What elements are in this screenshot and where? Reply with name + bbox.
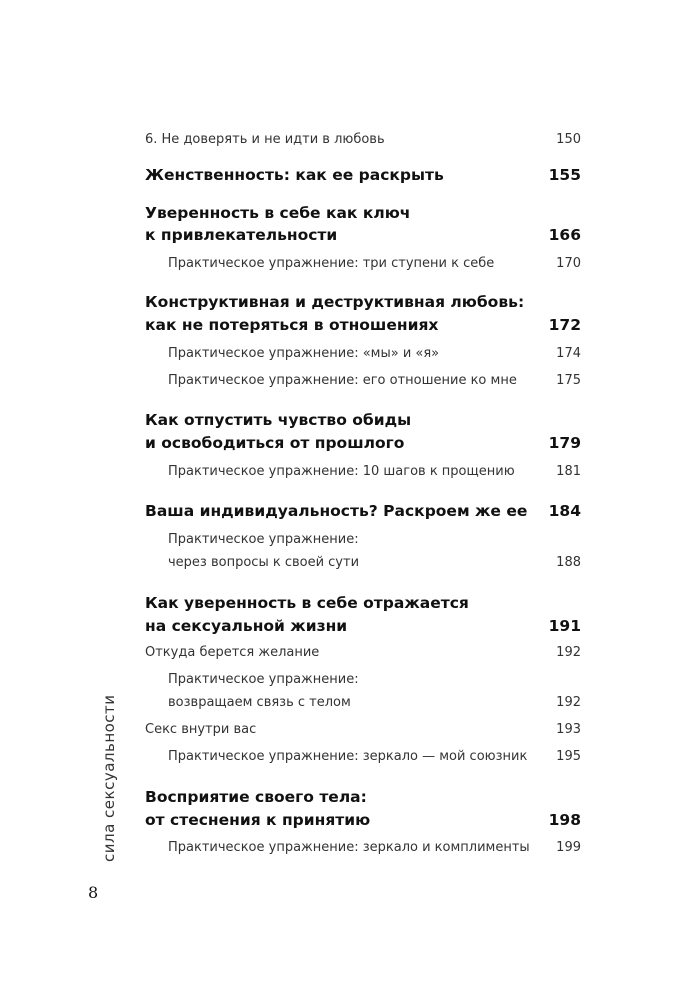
toc-entry-text: возвращаем связь с телом	[168, 695, 351, 710]
page-number: 8	[88, 883, 99, 902]
toc-entry-page: 174	[556, 346, 581, 361]
toc-entry-text: Практическое упражнение: зеркало — мой союзник	[168, 749, 528, 764]
toc-heading-page: 155	[548, 166, 581, 184]
toc-entry-text: 6. Не доверять и не идти в любовь	[145, 132, 385, 147]
toc-heading-text: и освободиться от прошлого	[145, 434, 405, 452]
toc-heading-page: 172	[548, 316, 581, 334]
toc-heading-page: 184	[548, 502, 581, 520]
toc-entry-page: 188	[556, 555, 581, 570]
toc-entry-page: 193	[556, 722, 581, 737]
toc-heading-text: к привлекательности	[145, 226, 338, 244]
toc-entry-text: Практическое упражнение: три ступени к себе	[168, 256, 495, 271]
toc-heading-page: 198	[548, 811, 581, 829]
toc-heading-text: Конструктивная и деструктивная любовь:	[145, 293, 525, 311]
toc-heading-page: 166	[548, 226, 581, 244]
toc-heading-text: от стеснения к принятию	[145, 811, 371, 829]
toc-entry-page: 175	[556, 373, 581, 388]
toc-heading-text: Как отпустить чувство обиды	[145, 411, 412, 429]
toc-heading-text: на сексуальной жизни	[145, 617, 348, 635]
toc-heading-text: Ваша индивидуальность? Раскроем же ее	[145, 502, 528, 520]
toc-heading-page: 191	[548, 617, 581, 635]
toc-heading-text: Как уверенность в себе отражается	[145, 594, 469, 612]
toc-heading-page: 179	[548, 434, 581, 452]
toc-entry-text: Практическое упражнение:	[168, 672, 359, 687]
toc-entry-text: Практическое упражнение: «мы» и «я»	[168, 346, 440, 361]
toc-heading-text: как не потеряться в отношениях	[145, 316, 439, 334]
toc-entry-page: 192	[556, 695, 581, 710]
vertical-running-title: сила сексуальности	[100, 694, 118, 862]
toc-entry-text: через вопросы к своей сути	[168, 555, 360, 570]
toc-heading-text: Женственность: как ее раскрыть	[145, 166, 444, 184]
toc-entry-text: Секс внутри вас	[145, 722, 257, 737]
toc-heading-text: Уверенность в себе как ключ	[145, 204, 411, 222]
toc-entry-page: 199	[556, 840, 581, 855]
toc-entry-text: Практическое упражнение: его отношение ко мне	[168, 373, 517, 388]
toc-entry-page: 170	[556, 256, 581, 271]
toc-entry-page: 192	[556, 645, 581, 660]
toc-entry-page: 150	[556, 132, 581, 147]
toc-entry-text: Практическое упражнение: 10 шагов к прощению	[168, 464, 515, 479]
toc-entry-text: Практическое упражнение:	[168, 532, 359, 547]
toc-entry-text: Откуда берется желание	[145, 645, 320, 660]
toc-entry-page: 181	[556, 464, 581, 479]
toc-entry-text: Практическое упражнение: зеркало и комплименты	[168, 840, 530, 855]
toc-entry-page: 195	[556, 749, 581, 764]
toc-heading-text: Восприятие своего тела:	[145, 788, 367, 806]
